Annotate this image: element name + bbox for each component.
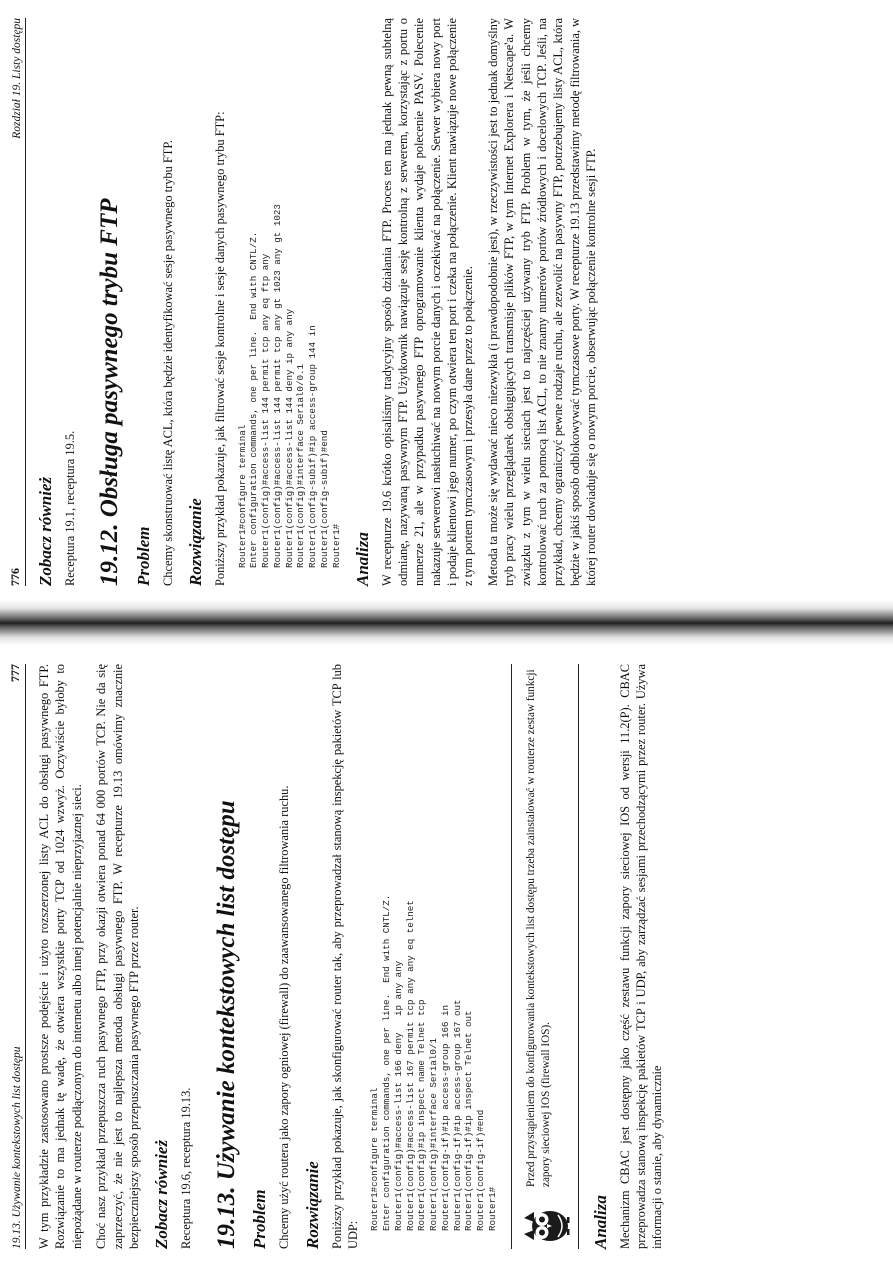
page-776	[0, 0, 893, 600]
page-number: 776	[8, 568, 22, 586]
code-listing: Router1#configure terminal Enter configuration commands, one per line. End with CNTL/Z. Router1(config)#access-list 144 permit tcp any eq ftp any Router1(config)#access-list 144 permit tcp any gt 1023 any gt 1023 Router1(config)#access-list 144 deny ip any any Router1(config)#interface Serial0/0.1 Router1(config-subif)#ip access-group 144 in Router1(config-subif)#end Router1#	[236, 204, 342, 568]
solution-heading: Rozwiązanie	[302, 1161, 322, 1249]
analysis-heading: Analiza	[352, 532, 372, 586]
problem-text: Chcemy użyć routera jako zapory ogniowej (firewall) do zaawansowanego filtrowania ruchu.	[277, 785, 292, 1249]
see-also-heading: Zobacz również	[152, 1139, 172, 1249]
intro-paragraph: Choć nasz przykład przepuszcza ruch pasywnego FTP, przy okazji otwiera ponad 64 000 portów TCP. Nie da się zaprzeczyć, że nie jest to najlepsza metoda obsługi pasywnego FTP. W recepturze 19.13 omówimy znacznie bezpieczniejszy sposób przepuszczania pasywnego FTP przez router.	[94, 664, 141, 1249]
problem-text: Chcemy skonstruować listę ACL, która będzie identyfikować sesje pasywnego trybu FTP.	[160, 140, 175, 586]
problem-heading: Problem	[250, 1189, 270, 1249]
see-also-heading: Zobacz również	[36, 476, 55, 586]
analysis-heading: Analiza	[590, 1195, 610, 1249]
note-text: Przed przystąpieniem do konfigurowania kontekstowych list dostępu trzeba zainstalować w routerze zestaw funkcji zapory sieciowej IOS (firewall IOS).	[524, 669, 552, 1187]
running-header	[8, 18, 26, 586]
intro-paragraph: W tym przykładzie zastosowano prostsze podejście i użyto rozszerzonej listy ACL do obsługi pasywnego FTP. Rozwiązanie to ma jednak tę wadę, że otwiera wszystkie porty TCP od 1024 wzwyż. Oczywiście byłoby to niepożądane w routerze podłączonym do internetu albo innej potencjalnie nieprzyjaznej sieci.	[37, 664, 84, 1249]
chapter-header: 19.13. Używanie kontekstowych list dostępu	[11, 1046, 23, 1249]
recipe-title: 19.13. Używanie kontekstowych list dostępu	[212, 800, 240, 1249]
solution-text: Poniższy przykład pokazuje, jak skonfigurować router tak, aby przeprowadzał stanową inspekcję pakietów TCP lub UDP:	[329, 664, 360, 1249]
solution-heading: Rozwiązanie	[186, 498, 206, 586]
see-also-text: Receptura 19.1, receptura 19.5.	[63, 430, 77, 586]
solution-text: Poniższy przykład pokazuje, jak filtrować sesje kontrolne i sesje danych pasywnego trybu FTP:	[213, 111, 228, 586]
owl-icon	[520, 1203, 570, 1249]
chapter-header: Rozdział 19. Listy dostępu	[11, 18, 23, 139]
running-header	[8, 664, 26, 1249]
page-number: 777	[8, 664, 22, 682]
note-box	[511, 664, 579, 1249]
recipe-title: 19.12. Obsługa pasywnego trybu FTP	[96, 198, 124, 586]
see-also-text: Receptura 19.6, receptura 19.13.	[179, 1087, 194, 1249]
code-listing: Router1#configure terminal Enter configuration commands, one per line. End with CNTL/Z. Router1(config)#access-list 166 deny ip any any Router1(config)#access-list 167 permit tcp any any eq telnet Router1(config)#ip inspect name Telnet tcp Router1(config)#interface Serial0/1 Router1(config-if)#ip access-group 166 in Router1(config-if)#ip access-group 167 out Router1(config-if)#ip inspect Telnet out Router1(config-if)#end Router1#	[369, 894, 498, 1231]
page-777	[0, 646, 893, 1263]
book-spine-gutter	[0, 600, 893, 646]
problem-heading: Problem	[133, 526, 153, 586]
analysis-paragraph: Metoda ta może się wydawać nieco niezwykła (i prawdopodobnie jest), w rzeczywistości jest to jednak domyślny tryb pracy wielu przeglądarek obsługujących transmisje plików FTP, w tym Internet Explorera i Netscape'a. W związku z tym w wielu sieciach jest to najczęściej używany tryb FTP. Problem w tym, że jeśli chcemy kontrolować ruch za pomocą list ACL, to nie znamy numerów portów źródłowych i docelowych TCP. Jeśli, na przykład, chcemy ograniczyć pewne rodzaje ruchu, ale zezwolić na pasywny FTP, potrzebujemy listy ACL, która będzie w jakiś sposób odblokowywać tymczasowe porty. W recepturze 19.13 przedstawimy metodę filtrowania, w której router dowiaduje się o nowym porcie, obserwując połączenie kontrolne sesji FTP.	[485, 18, 599, 586]
analysis-paragraph: W recepturze 19.6 krótko opisaliśmy tradycyjny sposób działania FTP. Proces ten ma jednak pewną subtelną odmianę, nazywaną pasywnym FTP. Użytkownik nawiązuje sesję kontrolną z serwerem, korzystając z portu o numerze 21, ale w przypadku pasywnego FTP oprogramowanie klienta wydaje polecenie PASV. Polecenie nakazuje serwerowi nasłuchiwać na nowym porcie danych i oczekiwać na połączenie. Serwer wybiera nowy port i podaje klientowi jego numer, po czym otwiera ten port i czeka na połączenie. Klient nawiązuje nowe połączenie z tym portem tymczasowym i przesyła dane przez to połączenie.	[379, 18, 476, 586]
analysis-text: Mechanizm CBAC jest dostępny jako część zestawu funkcji zapory sieciowej IOS od wersji 11.2(P). CBAC przeprowadza stanową inspekcję pakietów TCP i UDP, aby zarządzać sesjami przechodzącymi przez router. Używa informacji o stanie, aby dynamicznie	[617, 664, 665, 1249]
